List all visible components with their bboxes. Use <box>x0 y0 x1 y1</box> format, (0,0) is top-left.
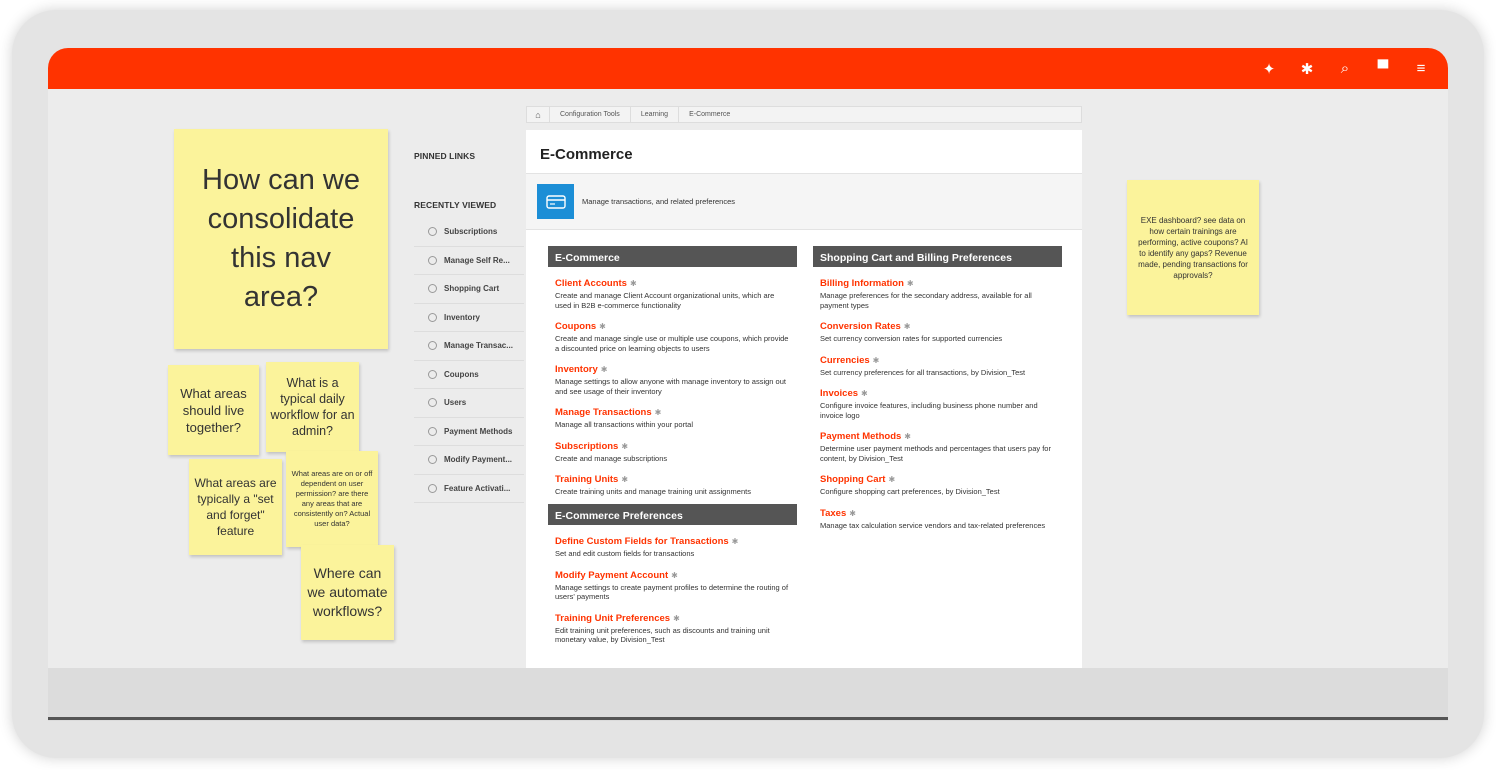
section-entry <box>548 436 797 464</box>
sticky-text: What areas are on or off dependent on user permission? are there any areas that are consistently on? Actual user data? <box>291 469 373 528</box>
sticky-text: What is a typical daily workflow for an admin? <box>270 376 355 438</box>
entry-description: Determine user payment methods and percentages that users pay for content, by Division_Test <box>820 444 1051 463</box>
search-icon[interactable]: ⌕ <box>1340 60 1350 77</box>
ecommerce-icon <box>537 184 574 219</box>
section-ecommerce-preferences <box>548 504 797 645</box>
entry-link[interactable]: Client Accounts <box>555 278 627 289</box>
sticky-note-user-permission <box>286 451 378 547</box>
recent-item[interactable] <box>414 247 524 276</box>
pin-icon[interactable]: ✱ <box>731 537 739 546</box>
sticky-text: What areas are typically a "set and forget" feature <box>194 476 277 538</box>
section-entry <box>813 383 1062 420</box>
clock-icon <box>428 455 437 464</box>
recent-item-label: Coupons <box>444 369 479 379</box>
clock-icon <box>428 284 437 293</box>
breadcrumb <box>526 106 1082 123</box>
breadcrumb-configuration-tools[interactable]: Configuration Tools <box>549 107 630 122</box>
section-heading: E-Commerce <box>548 246 797 267</box>
recently-viewed-list <box>414 218 524 503</box>
pin-icon[interactable]: ✱ <box>904 432 911 441</box>
app-screen <box>48 48 1448 721</box>
recently-viewed-heading: RECENTLY VIEWED <box>414 200 497 210</box>
pin-icon[interactable]: ✱ <box>671 570 678 580</box>
sticky-note-daily-workflow <box>266 362 359 452</box>
pin-icon[interactable]: ✱ <box>861 389 868 398</box>
footer-divider <box>48 717 1448 720</box>
section-heading: Shopping Cart and Billing Preferences <box>813 246 1062 267</box>
sticky-text: How can we consolidate this nav area? <box>202 164 360 313</box>
footer-band <box>48 668 1448 721</box>
entry-link[interactable]: Currencies <box>820 354 870 366</box>
entry-link[interactable]: Define Custom Fields for Transactions <box>555 536 729 547</box>
pin-icon[interactable]: ✱ <box>906 279 914 288</box>
page-header <box>526 173 1082 230</box>
clock-icon <box>428 484 437 493</box>
entry-link[interactable]: Coupons <box>555 321 597 332</box>
recent-item[interactable] <box>414 304 524 333</box>
section-entry <box>548 531 797 559</box>
pin-icon[interactable]: ✱ <box>599 322 606 331</box>
pin-icon[interactable]: ✱ <box>654 408 662 417</box>
entry-description: Create and manage single use or multiple use coupons, which provide a discounted price on learning objects to users <box>555 334 789 353</box>
entry-description: Create and manage subscriptions <box>555 453 668 463</box>
sticky-text: What areas should live together? <box>180 385 247 435</box>
left-nav <box>414 138 524 503</box>
pin-icon[interactable]: ✱ <box>621 441 629 451</box>
entry-link[interactable]: Modify Payment Account <box>555 569 669 581</box>
recent-item-label: Manage Transac... <box>444 341 513 351</box>
section-entry <box>548 469 797 497</box>
pin-icon[interactable]: ✱ <box>600 365 608 374</box>
section-ecommerce <box>548 246 797 497</box>
entry-link[interactable]: Training Unit Preferences <box>555 612 671 624</box>
clock-icon <box>428 370 437 379</box>
recent-item-label: Manage Self Re... <box>444 255 510 265</box>
top-bar <box>48 48 1448 89</box>
section-entry <box>548 359 797 396</box>
recent-item[interactable] <box>414 418 524 447</box>
clock-icon <box>428 256 437 265</box>
recent-item[interactable] <box>414 389 524 418</box>
breadcrumb-learning[interactable]: Learning <box>630 107 678 122</box>
entry-description: Manage all transactions within your portal <box>555 420 693 429</box>
sticky-note-main-question <box>174 129 388 349</box>
sticky-note-set-and-forget <box>189 459 282 555</box>
section-shopping-cart-billing <box>813 246 1062 530</box>
recent-item-label: Modify Payment... <box>444 455 513 465</box>
clock-icon <box>428 313 437 322</box>
cart-icon[interactable]: ▀ <box>1377 60 1389 77</box>
breadcrumb-ecommerce: E-Commerce <box>678 107 740 122</box>
recent-item[interactable] <box>414 446 524 475</box>
recent-item-label: Inventory <box>444 312 481 322</box>
entry-description: Manage preferences for the secondary address, available for all payment types <box>820 291 1032 310</box>
recent-item-label: Feature Activati... <box>444 483 511 493</box>
section-entry <box>813 426 1062 463</box>
sticky-text: Where can we automate workflows? <box>307 565 388 619</box>
entry-link[interactable]: Billing Information <box>820 278 904 289</box>
section-entry <box>813 350 1062 378</box>
entry-link[interactable]: Shopping Cart <box>820 474 886 485</box>
pin-icon[interactable]: ✱ <box>872 355 880 365</box>
recent-item[interactable] <box>414 275 524 304</box>
top-icons <box>1260 48 1430 89</box>
section-entry <box>548 316 797 353</box>
clock-icon <box>428 227 437 236</box>
entry-description: Create training units and manage training unit assignments <box>555 487 751 496</box>
section-entry <box>813 273 1062 310</box>
pin-icon[interactable]: ✱ <box>621 475 629 484</box>
recent-item[interactable] <box>414 361 524 390</box>
section-entry <box>548 402 797 430</box>
entry-link[interactable]: Invoices <box>820 388 859 399</box>
entry-description: Set and edit custom fields for transactions <box>555 549 695 558</box>
entry-description: Set currency conversion rates for supported currencies <box>820 334 1003 343</box>
pin-icon[interactable]: ✱ <box>1300 60 1314 78</box>
section-entry <box>548 273 797 310</box>
clock-icon <box>428 341 437 350</box>
entry-link[interactable]: Payment Methods <box>820 431 902 442</box>
pin-icon[interactable]: ✱ <box>629 279 637 288</box>
entry-description: Manage tax calculation service vendors and tax-related preferences <box>820 520 1046 530</box>
clock-icon <box>428 398 437 407</box>
section-entry <box>548 565 797 602</box>
recent-item[interactable] <box>414 475 524 504</box>
sticky-note-automate <box>301 545 394 640</box>
pin-icon[interactable]: ✱ <box>849 508 856 518</box>
pin-icon[interactable]: ✱ <box>888 475 896 484</box>
entry-description: Configure shopping cart preferences, by Division_Test <box>820 487 1000 496</box>
entry-link[interactable]: Subscriptions <box>555 440 619 452</box>
entry-link[interactable]: Conversion Rates <box>820 321 901 332</box>
recent-item-label: Payment Methods <box>444 426 513 436</box>
entry-description: Create and manage Client Account organizational units, which are used in B2B e-commerce functionality <box>555 291 775 310</box>
entry-description: Set currency preferences for all transactions, by Division_Test <box>820 367 1026 377</box>
menu-icon[interactable]: ≡ <box>1416 60 1426 77</box>
section-heading: E-Commerce Preferences <box>548 504 797 525</box>
sparkle-icon[interactable]: ✦ <box>1262 60 1276 78</box>
recent-item-label: Shopping Cart <box>444 284 500 294</box>
recent-item-label: Subscriptions <box>444 227 498 237</box>
section-entry <box>548 608 797 645</box>
pinned-links-heading: PINNED LINKS <box>414 151 476 161</box>
page-title: E-Commerce <box>540 146 633 163</box>
home-icon[interactable]: ⌂ <box>535 109 541 120</box>
window-frame <box>12 10 1484 758</box>
sticky-note-dashboard <box>1127 180 1259 315</box>
section-entry <box>813 503 1062 531</box>
sticky-note-areas-together <box>168 365 259 455</box>
entry-link[interactable]: Inventory <box>555 364 598 375</box>
recent-item-label: Users <box>444 398 467 408</box>
entry-description: Edit training unit preferences, such as discounts and training unit monetary value, by Division_Test <box>555 625 770 644</box>
recent-item[interactable] <box>414 218 524 247</box>
recent-item[interactable] <box>414 332 524 361</box>
entry-description: Configure invoice features, including business phone number and invoice logo <box>820 401 1038 420</box>
ecommerce-card <box>526 130 1082 668</box>
entry-description: Manage settings to allow anyone with manage inventory to assign out and see usage of their inventory <box>555 377 786 396</box>
entry-link[interactable]: Manage Transactions <box>555 407 652 418</box>
pin-icon[interactable]: ✱ <box>903 322 911 331</box>
sticky-text: EXE dashboard? see data on how certain trainings are performing, active coupons? AI to identify any gaps? Revenue made, pending transactions for approvals? <box>1138 215 1248 280</box>
page-description: Manage transactions, and related preferences <box>582 197 736 206</box>
clock-icon <box>428 427 437 436</box>
entry-link[interactable]: Taxes <box>820 507 847 519</box>
entry-description: Manage settings to create payment profiles to determine the routing of users' payments <box>555 582 789 601</box>
section-entry <box>813 469 1062 497</box>
pin-icon[interactable]: ✱ <box>673 613 680 623</box>
section-entry <box>813 316 1062 344</box>
entry-link[interactable]: Training Units <box>555 474 619 485</box>
